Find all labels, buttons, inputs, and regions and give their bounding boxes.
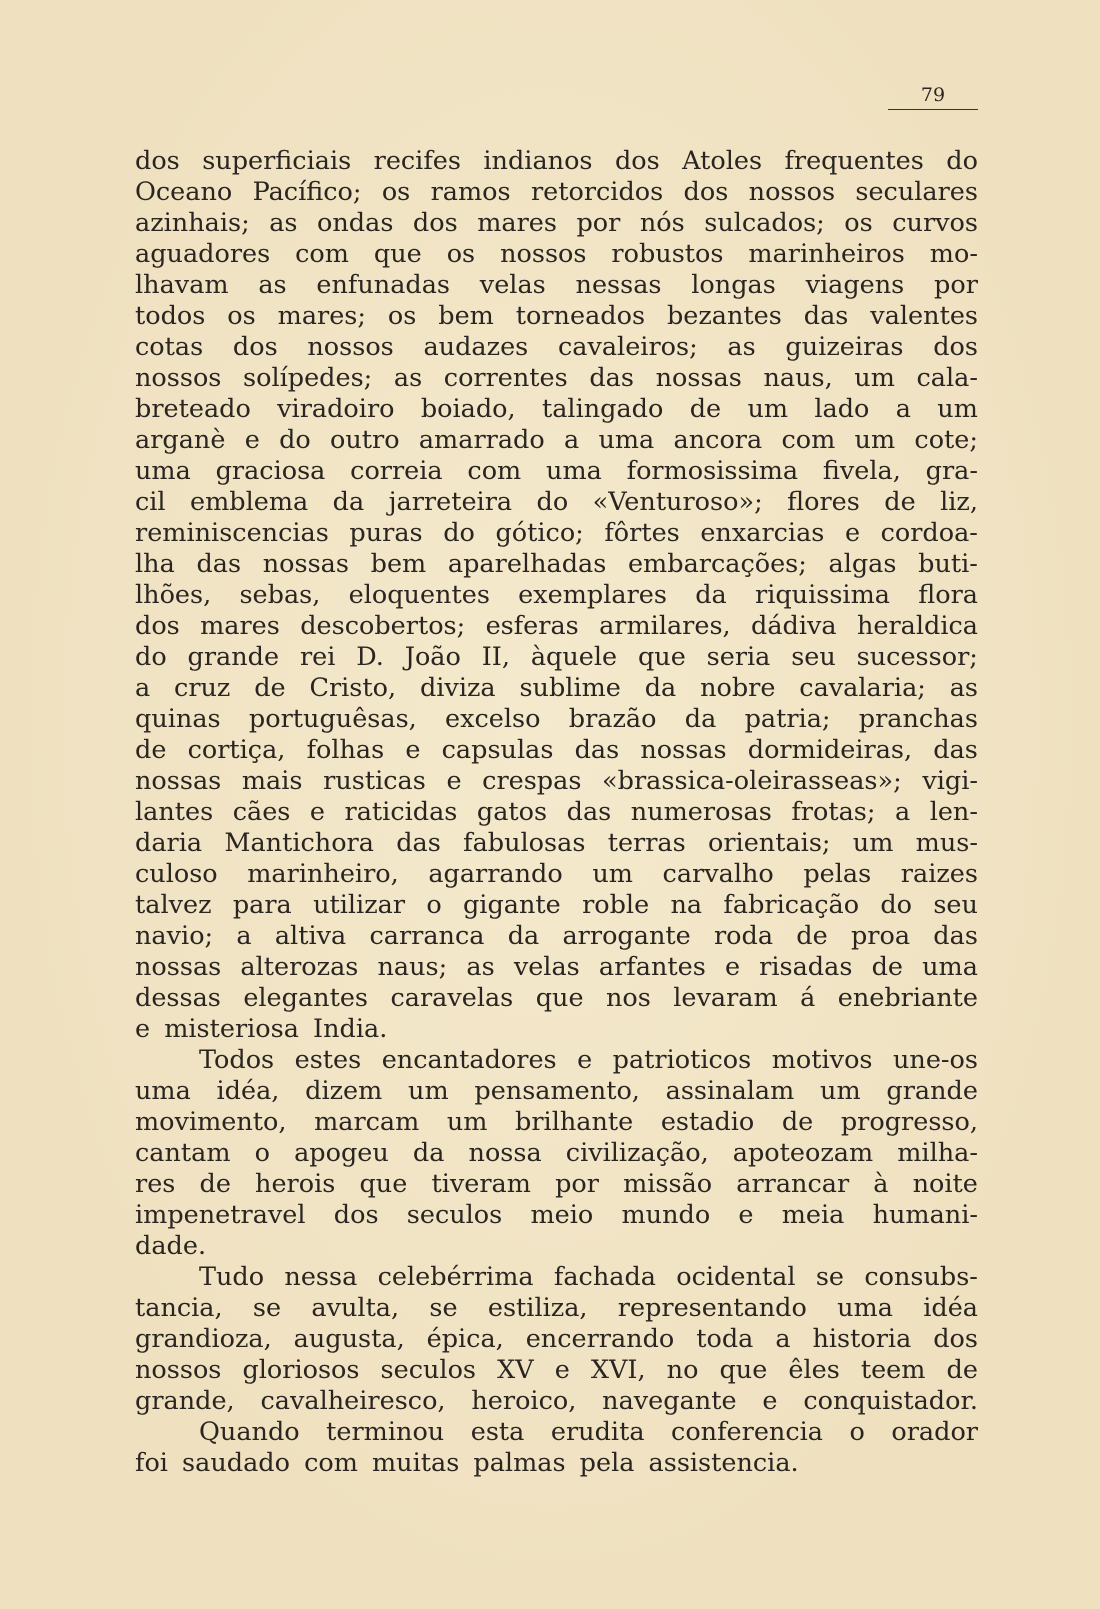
text-line: tancia, se avulta, se estiliza, representando uma idéa — [135, 1293, 978, 1323]
text-line: impenetravel dos seculos meio mundo e meia humani- — [135, 1200, 978, 1230]
text-line: dos superficiais recifes indianos dos Atoles frequentes do — [135, 146, 978, 176]
text-line: a cruz de Cristo, diviza sublime da nobre cavalaria; as — [135, 673, 978, 703]
text-line: grandioza, augusta, épica, encerrando toda a historia dos — [135, 1324, 978, 1354]
text-line: navio; a altiva carranca da arrogante roda de proa das — [135, 921, 978, 951]
text-line: foi saudado com muitas palmas pela assistencia. — [135, 1448, 799, 1478]
text-line: dessas elegantes caravelas que nos levaram á enebriante — [135, 983, 978, 1013]
text-line: uma graciosa correia com uma formosissima fivela, gra- — [135, 456, 978, 486]
text-line: azinhais; as ondas dos mares por nós sulcados; os curvos — [135, 208, 978, 238]
text-line: culoso marinheiro, agarrando um carvalho pelas raizes — [135, 859, 978, 889]
text-line: Todos estes encantadores e patrioticos motivos une-os — [199, 1045, 978, 1075]
text-line: do grande rei D. João II, àquele que seria seu sucessor; — [135, 642, 978, 672]
body-text — [135, 146, 978, 1479]
text-line: cotas dos nossos audazes cavaleiros; as guizeiras dos — [135, 332, 978, 362]
text-line: aguadores com que os nossos robustos marinheiros mo- — [135, 239, 978, 269]
text-line: de cortiça, folhas e capsulas das nossas dormideiras, das — [135, 735, 978, 765]
text-line: Oceano Pacífico; os ramos retorcidos dos nossos seculares — [135, 177, 978, 207]
text-line: breteado viradoiro boiado, talingado de um lado a um — [135, 394, 978, 424]
text-line: uma idéa, dizem um pensamento, assinalam um grande — [135, 1076, 978, 1106]
text-line: cil emblema da jarreteira do «Venturoso»; flores de liz, — [135, 487, 978, 517]
text-line: movimento, marcam um brilhante estadio de progresso, — [135, 1107, 978, 1137]
text-line: arganè e do outro amarrado a uma ancora com um cote; — [135, 425, 978, 455]
text-line: todos os mares; os bem torneados bezantes das valentes — [135, 301, 978, 331]
text-line: nossos solípedes; as correntes das nossas naus, um cala- — [135, 363, 978, 393]
text-line: lhões, sebas, eloquentes exemplares da riquissima flora — [135, 580, 978, 610]
text-line: lha das nossas bem aparelhadas embarcações; algas buti- — [135, 549, 978, 579]
page-number: 79 — [888, 84, 978, 110]
text-line: Tudo nessa celebérrima fachada ocidental se consubs- — [199, 1262, 978, 1292]
text-line: nossas alterozas naus; as velas arfantes e risadas de uma — [135, 952, 978, 982]
text-line: dos mares descobertos; esferas armilares, dádiva heraldica — [135, 611, 978, 641]
text-line: e misteriosa India. — [135, 1014, 388, 1044]
text-line: nossos gloriosos seculos XV e XVI, no que êles teem de — [135, 1355, 978, 1385]
text-line: res de herois que tiveram por missão arrancar à noite — [135, 1169, 978, 1199]
text-line: cantam o apogeu da nossa civilização, apoteozam milha- — [135, 1138, 978, 1168]
text-line: Quando terminou esta erudita conferencia o orador — [199, 1417, 978, 1447]
text-line: reminiscencias puras do gótico; fôrtes enxarcias e cordoa- — [135, 518, 978, 548]
text-line: lhavam as enfunadas velas nessas longas viagens por — [135, 270, 978, 300]
text-line: nossas mais rusticas e crespas «brassica-oleirasseas»; vigi- — [135, 766, 978, 796]
text-line: daria Mantichora das fabulosas terras orientais; um mus- — [135, 828, 978, 858]
text-line: grande, cavalheiresco, heroico, navegante e conquistador. — [135, 1386, 978, 1416]
text-line: dade. — [135, 1231, 207, 1261]
text-line: lantes cães e raticidas gatos das numerosas frotas; a len- — [135, 797, 978, 827]
text-line: quinas portuguêsas, excelso brazão da patria; pranchas — [135, 704, 978, 734]
text-line: talvez para utilizar o gigante roble na fabricação do seu — [135, 890, 978, 920]
